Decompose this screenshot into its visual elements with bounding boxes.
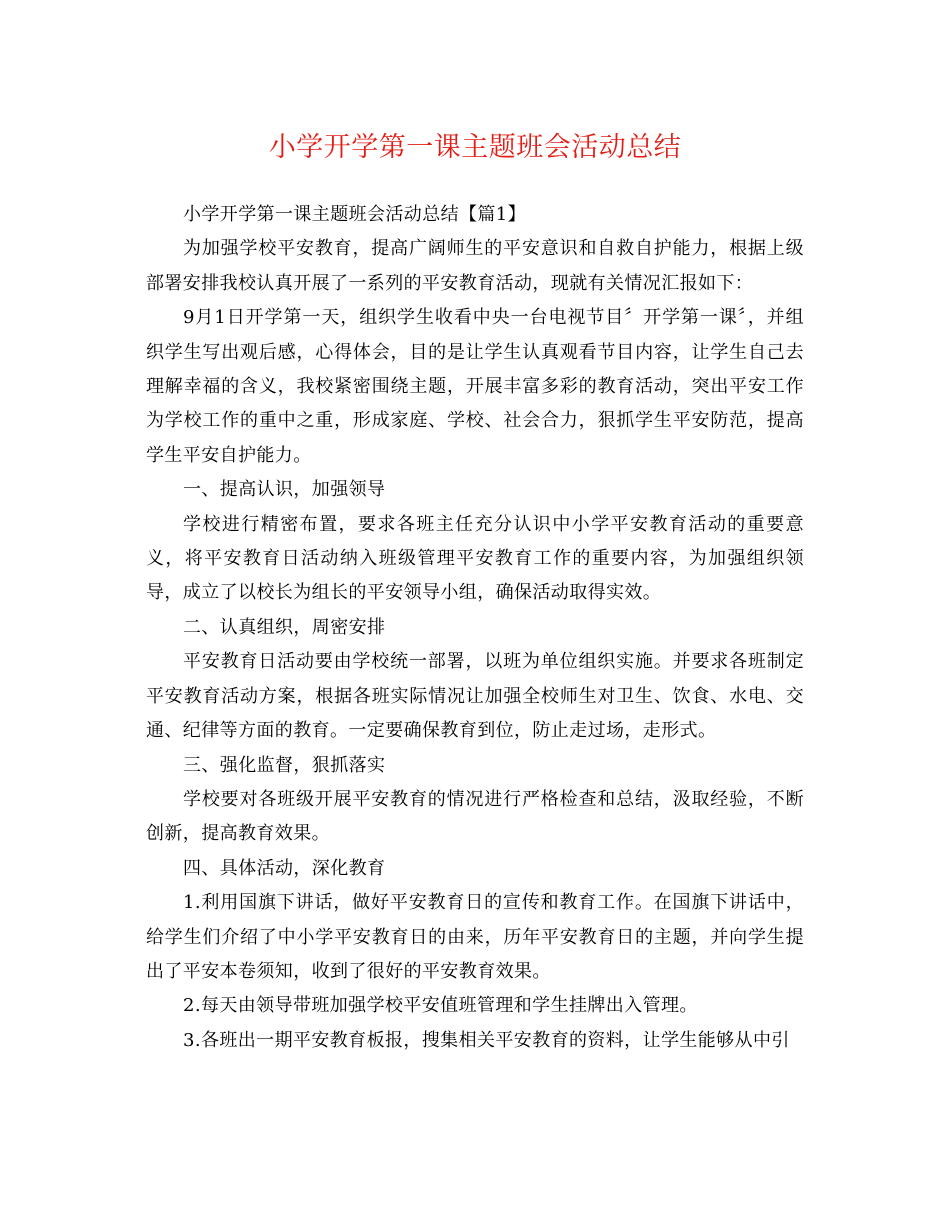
paragraph: 9月1日开学第一天，组织学生收看中央一台电视节目〞开学第一课〞，并组织学生写出观后感，心得体会，目的是让学生认真观看节目内容，让学生自己去理解幸福的含义，我校紧密围绕主题，开展丰富多彩的教育活动，突出平安工作为学校工作的重中之重，形成家庭、学校、社会合力，狠抓学生平安防范，提高学生平安自护能力。 [146,307,804,466]
paragraph: 学校要对各班级开展平安教育的情况进行严格检查和总结，汲取经验，不断创新，提高教育效果。 [146,788,804,845]
list-item: 1.利用国旗下讲话，做好平安教育日的宣传和教育工作。在国旗下讲话中，给学生们介绍了中小学平安教育日的由来，历年平安教育日的主题，并向学生提出了平安本卷须知，收到了很好的平安教育效果。 [146,892,804,982]
paragraph: 平安教育日活动要由学校统一部署，以班为单位组织实施。并要求各班制定平安教育活动方案，根据各班实际情况让加强全校师生对卫生、饮食、水电、交通、纪律等方面的教育。一定要确保教育到位，防止走过场，走形式。 [146,651,804,742]
list-item: 2.每天由领导带班加强学校平安值班管理和学生挂牌出入管理。 [183,995,698,1017]
document-body [146,198,804,1058]
intro-paragraph: 为加强学校平安教育，提高广阔师生的平安意识和自救自护能力，根据上级部署安排我校认真开展了一系列的平安教育活动，现就有关情况汇报如下： [146,238,804,294]
section-heading: 三、强化监督，狠抓落实 [183,754,386,776]
section-heading: 四、具体活动，深化教育 [183,857,386,879]
list-item: 3.各班出一期平安教育板报，搜集相关平安教育的资料，让学生能够从中引 [183,1029,790,1051]
subtitle-paragraph: 小学开学第一课主题班会活动总结【篇1】 [183,204,527,225]
paragraph: 学校进行精密布置，要求各班主任充分认识中小学平安教育活动的重要意义，将平安教育日活动纳入班级管理平安教育工作的重要内容，为加强组织领导，成立了以校长为组长的平安领导小组，确保活动取得实效。 [146,513,804,604]
section-heading: 二、认真组织，周密安排 [183,616,386,638]
document-title: 小学开学第一课主题班会活动总结 [268,132,682,163]
section-heading: 一、提高认识，加强领导 [183,479,386,501]
